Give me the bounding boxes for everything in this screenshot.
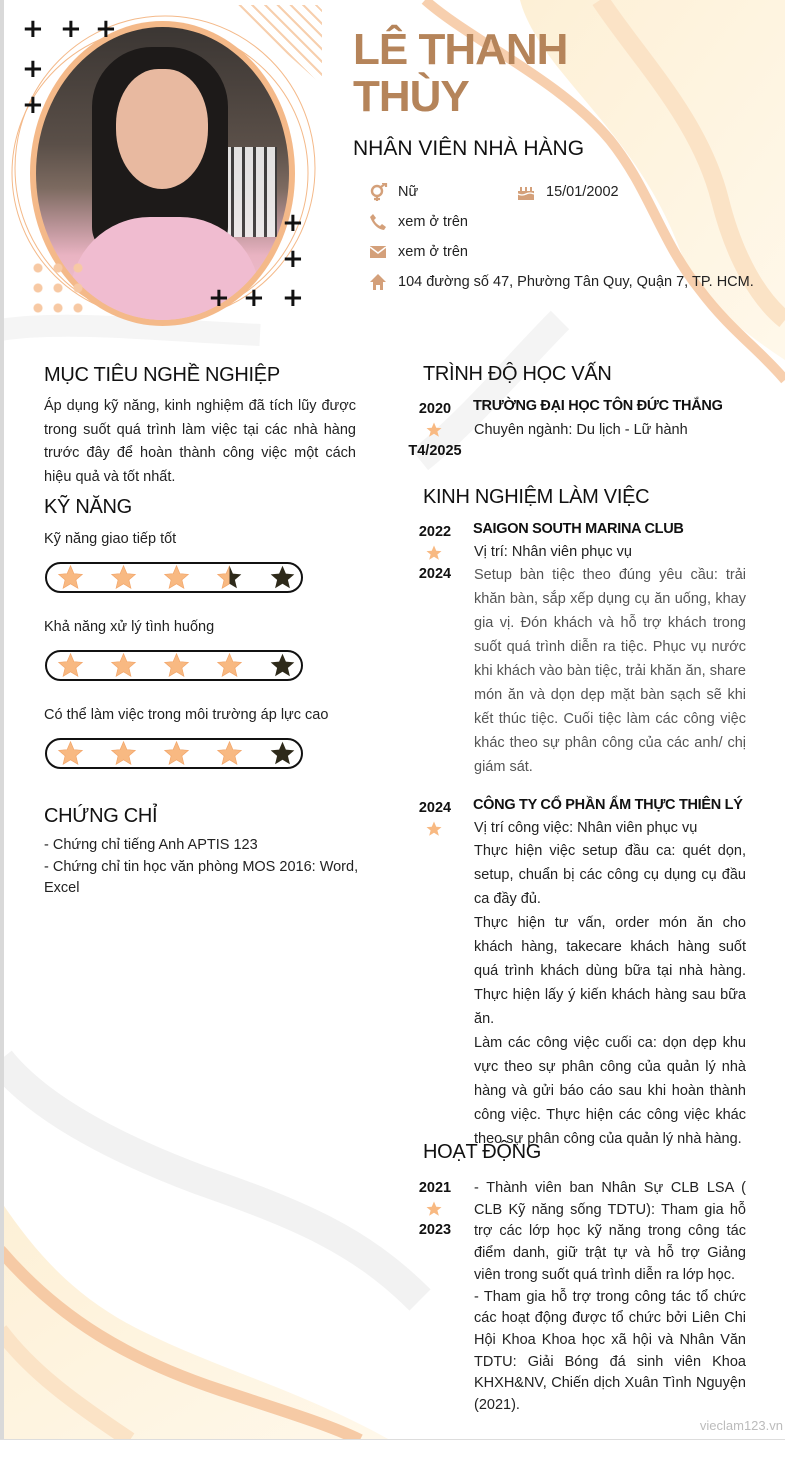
skills-heading: KỸ NĂNG	[44, 496, 132, 518]
job-position: Vị trí: Nhân viên phục vụ	[474, 544, 632, 560]
school-name: TRƯỜNG ĐẠI HỌC TÔN ĐỨC THẮNG	[473, 398, 723, 414]
star-filled-icon	[57, 564, 84, 591]
job-duty: Làm các công việc cuối ca: dọn dẹp khu vực theo sự phân công của quản lý nhà hàng và gửi báo cáo sau khi hoàn thành công việc. Thực hiện các công việc khác theo sự phân công của quản lý nhà hàng.	[474, 1035, 746, 1147]
birthday-row	[516, 183, 619, 201]
timeline-star-icon	[425, 1200, 443, 1218]
email-value: xem ở trên	[398, 244, 468, 260]
candidate-name	[353, 26, 773, 120]
activity-start-year: 2021	[418, 1180, 452, 1196]
star-filled-icon	[216, 740, 243, 767]
major: Chuyên ngành: Du lịch - Lữ hành	[474, 422, 688, 438]
star-half-icon	[216, 564, 243, 591]
timeline-star-icon	[425, 820, 443, 838]
job-description	[474, 839, 746, 1151]
star-empty-icon	[269, 740, 296, 767]
star-filled-icon	[110, 652, 137, 679]
email-icon	[368, 243, 388, 261]
job-end-year: 2024	[418, 566, 452, 582]
career-heading: MỤC TIÊU NGHỀ NGHIỆP	[44, 364, 280, 386]
certificate-list	[44, 835, 364, 900]
star-filled-icon	[163, 740, 190, 767]
gender-value: Nữ	[398, 184, 419, 200]
skill-rating	[45, 738, 303, 769]
plus-icon: +	[282, 244, 304, 274]
timeline-star-icon	[425, 544, 443, 562]
watermark: vieclam123.vn	[699, 1418, 783, 1433]
education-heading: TRÌNH ĐỘ HỌC VẤN	[423, 363, 612, 385]
job-start-year: 2022	[418, 524, 452, 540]
star-filled-icon	[57, 740, 84, 767]
skill-label: Kỹ năng giao tiếp tốt	[44, 531, 177, 547]
plus-icon: +	[95, 14, 117, 44]
education-start-year: 2020	[418, 401, 452, 417]
photo-window	[223, 147, 277, 237]
decorative-dots	[28, 258, 88, 316]
page-edge	[0, 0, 4, 1440]
job-duty: Thực hiện tư vấn, order món ăn cho khách hàng, takecare khách hàng suốt quá trình khách dùng bữa tại nhà hàng. Thực hiện lấy ý kiến khách hàng sau bữa ăn.	[474, 915, 746, 1027]
career-text: Áp dụng kỹ năng, kinh nghiệm đã tích lũy được trong suốt quá trình làm việc tại các nhà hàng trước đây để hoàn thành công việc một cách hiệu quả và tốt nhất.	[44, 398, 356, 485]
star-filled-icon	[163, 652, 190, 679]
name-line-1: LÊ THANH	[353, 25, 568, 74]
plus-icon: +	[22, 14, 44, 44]
gender-icon	[368, 183, 388, 201]
certificates-heading: CHỨNG CHỈ	[44, 805, 158, 827]
address-row	[368, 273, 754, 291]
activities-heading: HOẠT ĐỘNG	[423, 1141, 542, 1163]
activity-end-year: 2023	[418, 1222, 452, 1238]
email-row	[368, 243, 468, 261]
gender-row	[368, 183, 418, 201]
star-filled-icon	[163, 564, 190, 591]
address-value: 104 đường số 47, Phường Tân Quy, Quận 7, TP. HCM.	[398, 274, 754, 290]
certificate-item: - Chứng chỉ tin học văn phòng MOS 2016: Word, Excel	[44, 858, 359, 896]
plus-icon: +	[282, 208, 304, 238]
job-start-year: 2024	[418, 800, 452, 816]
phone-row	[368, 213, 468, 231]
home-icon	[368, 273, 388, 291]
job-title: NHÂN VIÊN NHÀ HÀNG	[353, 137, 585, 160]
activity-item: - Tham gia hỗ trợ trong công tác tổ chức các hoạt động được tổ chức bởi Liên Chi Hội Khoa Khoa học xã hội và Nhân Văn TDTU: Giải Bóng đá sinh viên Khoa KHXH&NV, Chiến dịch Xuân Tình Nguyện (2021).	[474, 1288, 746, 1414]
star-filled-icon	[110, 564, 137, 591]
star-filled-icon	[216, 652, 243, 679]
birthday-value: 15/01/2002	[546, 184, 619, 200]
plus-icon: +	[282, 283, 304, 313]
star-empty-icon	[269, 652, 296, 679]
activity-list	[474, 1178, 746, 1417]
phone-value: xem ở trên	[398, 214, 468, 230]
skill-label: Khả năng xử lý tình huống	[44, 619, 215, 635]
timeline-star-icon	[425, 421, 443, 439]
plus-icon: +	[243, 283, 265, 313]
skill-rating	[45, 562, 303, 593]
plus-icon: +	[208, 283, 230, 313]
star-filled-icon	[57, 652, 84, 679]
certificate-item: - Chứng chỉ tiếng Anh APTIS 123	[44, 837, 258, 853]
plus-icon: +	[22, 54, 44, 84]
job-duty: Thực hiện việc setup đầu ca: quét dọn, setup, chuẩn bị các công cụ dụng cụ đầu ca đầy đủ.	[474, 843, 746, 907]
star-filled-icon	[110, 740, 137, 767]
phone-icon	[368, 213, 388, 231]
skill-rating	[45, 650, 303, 681]
plus-icon: +	[22, 90, 44, 120]
education-end-year: T4/2025	[408, 443, 462, 459]
company-name: CÔNG TY CỔ PHẦN ẨM THỰC THIÊN LÝ	[473, 797, 743, 813]
skill-label: Có thể làm việc trong môi trường áp lực cao	[44, 707, 329, 723]
job-description: Setup bàn tiệc theo đúng yêu cầu: trải khăn bàn, sắp xếp dụng cụ ăn uống, khay gia vị. Đón khách và hỗ trợ khách trong suốt quá trình diễn ra tiệc. Phục vụ nước khi khách vào bàn tiệc, trải khăn ăn, share món ăn và dọn dẹp mặt bàn sạch sẽ khi kết thúc tiệc. Cuối tiệc làm các công việc khác theo sự phân công của các anh/ chị giám sát.	[474, 567, 746, 775]
birthday-cake-icon	[516, 183, 536, 201]
photo-face	[116, 69, 208, 189]
experience-heading: KINH NGHIỆM LÀM VIỆC	[423, 486, 650, 508]
activity-item: - Thành viên ban Nhân Sự CLB LSA ( CLB Kỹ năng sống TDTU): Tham gia hỗ trợ các lớp học kỹ năng trong công tác điểm danh, giữ trật tự và hỗ trợ Giảng viên trong suốt quá trình diễn ra lớp học.	[474, 1180, 746, 1283]
star-empty-icon	[269, 564, 296, 591]
name-line-2: THÙY	[353, 72, 469, 121]
job-position: Vị trí công việc: Nhân viên phục vụ	[474, 820, 698, 836]
company-name: SAIGON SOUTH MARINA CLUB	[473, 521, 684, 537]
plus-icon: +	[60, 14, 82, 44]
